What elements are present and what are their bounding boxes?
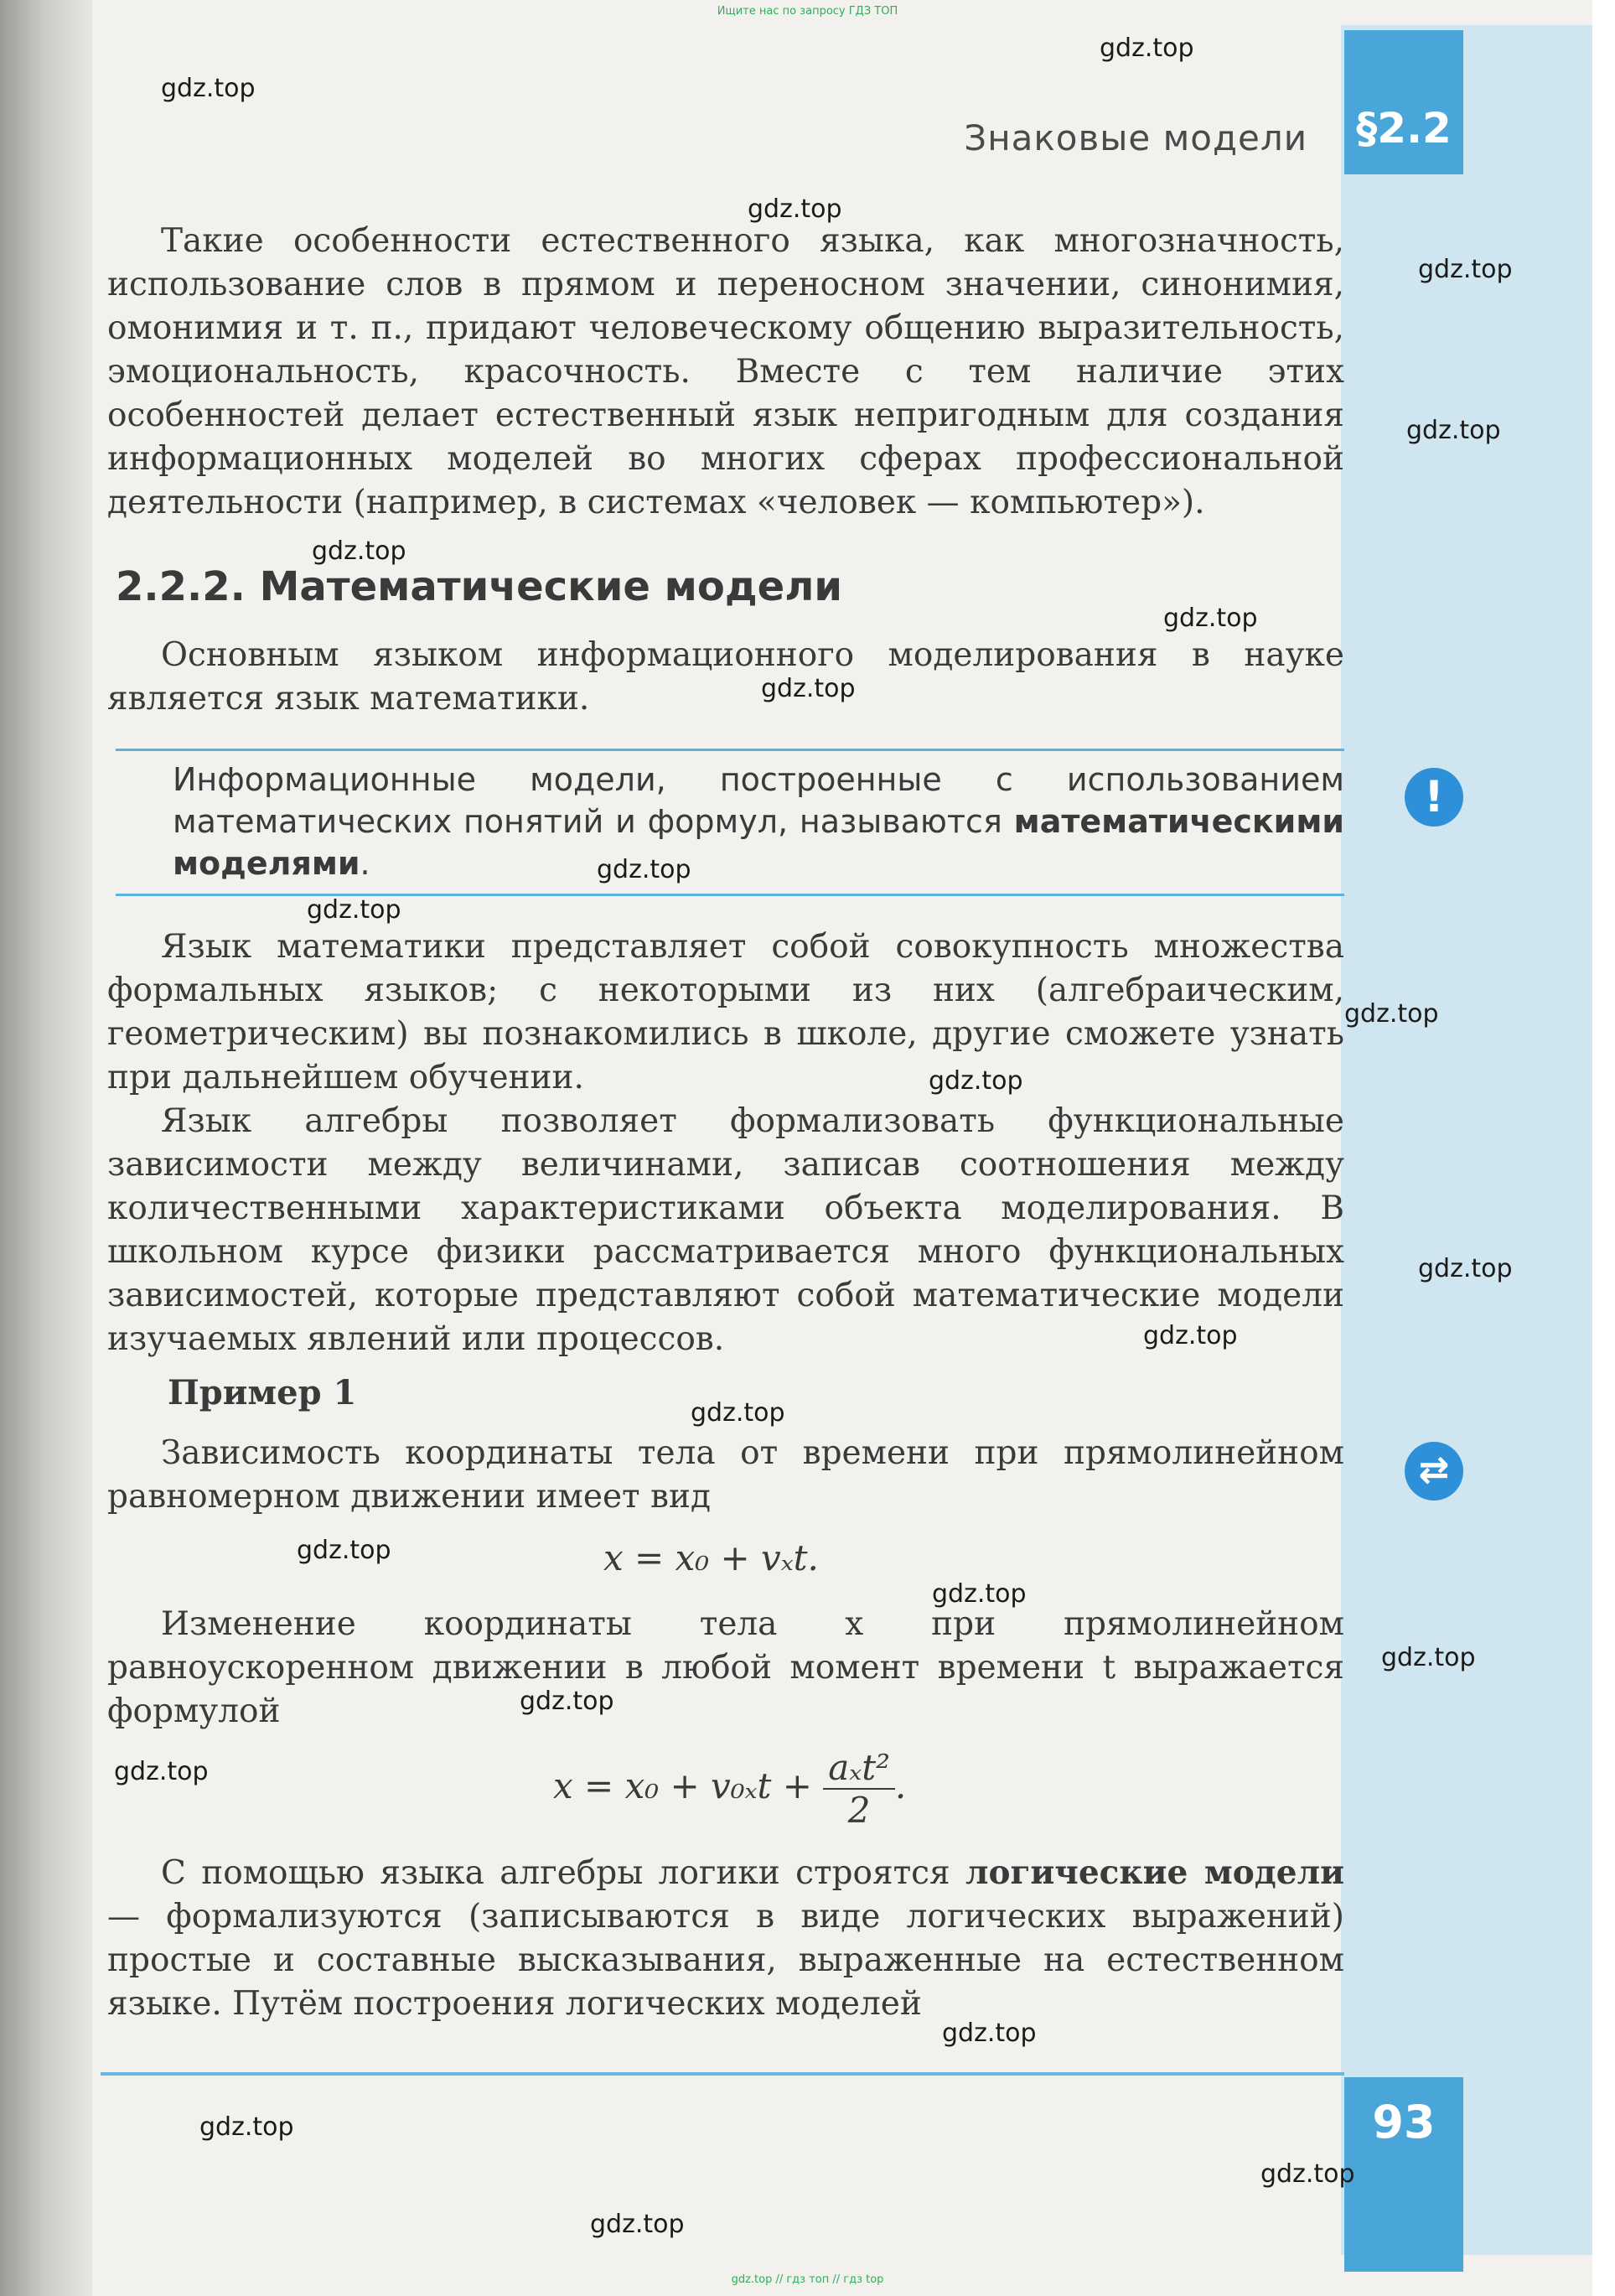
bottom-note: gdz.top // гдз топ // гдз top — [731, 2273, 884, 2286]
watermark: gdz.top — [114, 1757, 209, 1786]
formula-numerator: aₓt² — [823, 1747, 895, 1790]
watermark: gdz.top — [520, 1687, 614, 1716]
definition-text: Информационные модели, построенные с использованием математических понятий и формул, называются — [173, 761, 1344, 840]
example-title: Пример 1 — [168, 1373, 357, 1412]
definition-top-rule — [116, 749, 1344, 751]
section-tab — [1344, 30, 1463, 174]
logical-models-term: логические модели — [965, 1853, 1344, 1892]
running-header-title: Знаковые модели — [964, 117, 1307, 158]
paragraph-4: Язык алгебры позволяет формализовать функциональные зависимости между величинами, записав соотношения между количественными характеристиками объекта моделирования. В школьном курсе физики рассматривается много функциональных зависимостей, которые представляют собой математические модели изучаемых явлений или процессов. — [107, 1102, 1344, 1358]
watermark: gdz.top — [1418, 1254, 1513, 1283]
paragraph-7-start: С помощью языка алгебры логики строятся — [161, 1854, 965, 1892]
subheading: 2.2.2. Математические модели — [116, 563, 842, 610]
watermark: gdz.top — [307, 895, 401, 925]
watermark: gdz.top — [691, 1398, 785, 1428]
page-edge — [1592, 0, 1615, 2296]
watermark: gdz.top — [297, 1536, 391, 1565]
paragraph-7-rest: — формализуются (записываются в виде логических выражений) простые и составные высказывания, выраженные на естественном языке. Путём построения логических моделей — [107, 1898, 1344, 2023]
definition-bottom-rule — [116, 894, 1344, 896]
section-number: §2.2 — [1356, 104, 1452, 153]
watermark: gdz.top — [942, 2019, 1037, 2048]
bottom-rule — [101, 2072, 1344, 2076]
exclamation-icon: ! — [1405, 768, 1463, 827]
swap-arrows-icon: ⇄ — [1405, 1442, 1463, 1500]
paragraph-7 — [107, 1851, 1344, 2026]
watermark: gdz.top — [748, 194, 842, 224]
watermark: gdz.top — [929, 1066, 1023, 1096]
formula-end: . — [894, 1765, 907, 1806]
watermark: gdz.top — [1418, 255, 1513, 284]
definition-end: . — [360, 845, 370, 882]
page-spine-shadow — [0, 0, 92, 2296]
paragraph-1: Такие особенности естественного языка, как многозначность, использование слов в прямом и переносном значении, синонимия, омонимия и т. п., придают человеческому общению выразительность, эмоциональность, красочность. Вместе с тем наличие этих особенностей делает естественный язык непригодным для создания информационных моделей во многих сферах профессиональной деятельности (например, в системах «человек — компьютер»). — [107, 222, 1344, 521]
watermark: gdz.top — [312, 536, 406, 566]
watermark: gdz.top — [1344, 999, 1439, 1029]
definition-box — [173, 759, 1344, 884]
margin-strip — [1341, 25, 1592, 2255]
watermark: gdz.top — [199, 2112, 294, 2142]
watermark: gdz.top — [161, 74, 256, 103]
watermark: gdz.top — [1100, 34, 1194, 63]
watermark: gdz.top — [1163, 604, 1258, 633]
watermark: gdz.top — [1381, 1643, 1476, 1672]
top-note: Ищите нас по запросу ГДЗ ТОП — [717, 5, 898, 18]
watermark: gdz.top — [1143, 1321, 1238, 1350]
paragraph-5: Зависимость координаты тела от времени при прямолинейном равномерном движении имеет вид — [107, 1434, 1344, 1516]
watermark: gdz.top — [590, 2210, 685, 2239]
watermark: gdz.top — [1406, 416, 1501, 445]
formula-fraction — [823, 1747, 895, 1831]
watermark: gdz.top — [932, 1579, 1027, 1609]
definition-term: математическими моделями — [173, 803, 1344, 882]
formula-denominator: 2 — [847, 1790, 871, 1831]
paragraph-2: Основным языком информационного моделирования в науке является язык математики. — [107, 636, 1344, 718]
watermark: gdz.top — [1260, 2159, 1355, 2189]
watermark: gdz.top — [597, 855, 691, 884]
page-number: 93 — [1372, 2096, 1436, 2148]
formula-accelerated-motion — [553, 1747, 906, 1831]
formula-left: x = x₀ + v₀ₓt + — [553, 1765, 812, 1806]
paragraph-6: Изменение координаты тела x при прямолинейном равноускоренном движении в любой момент времени t выражается формулой — [107, 1605, 1344, 1730]
watermark: gdz.top — [761, 674, 856, 703]
formula-uniform-motion: x = x₀ + vₓt. — [603, 1537, 819, 1578]
paragraph-3: Язык математики представляет собой совокупность множества формальных языков; с некоторыми из них (алгебраическим, геометрическим) вы познакомились в школе, другие сможете узнать при дальнейшем обучении. — [107, 928, 1344, 1096]
